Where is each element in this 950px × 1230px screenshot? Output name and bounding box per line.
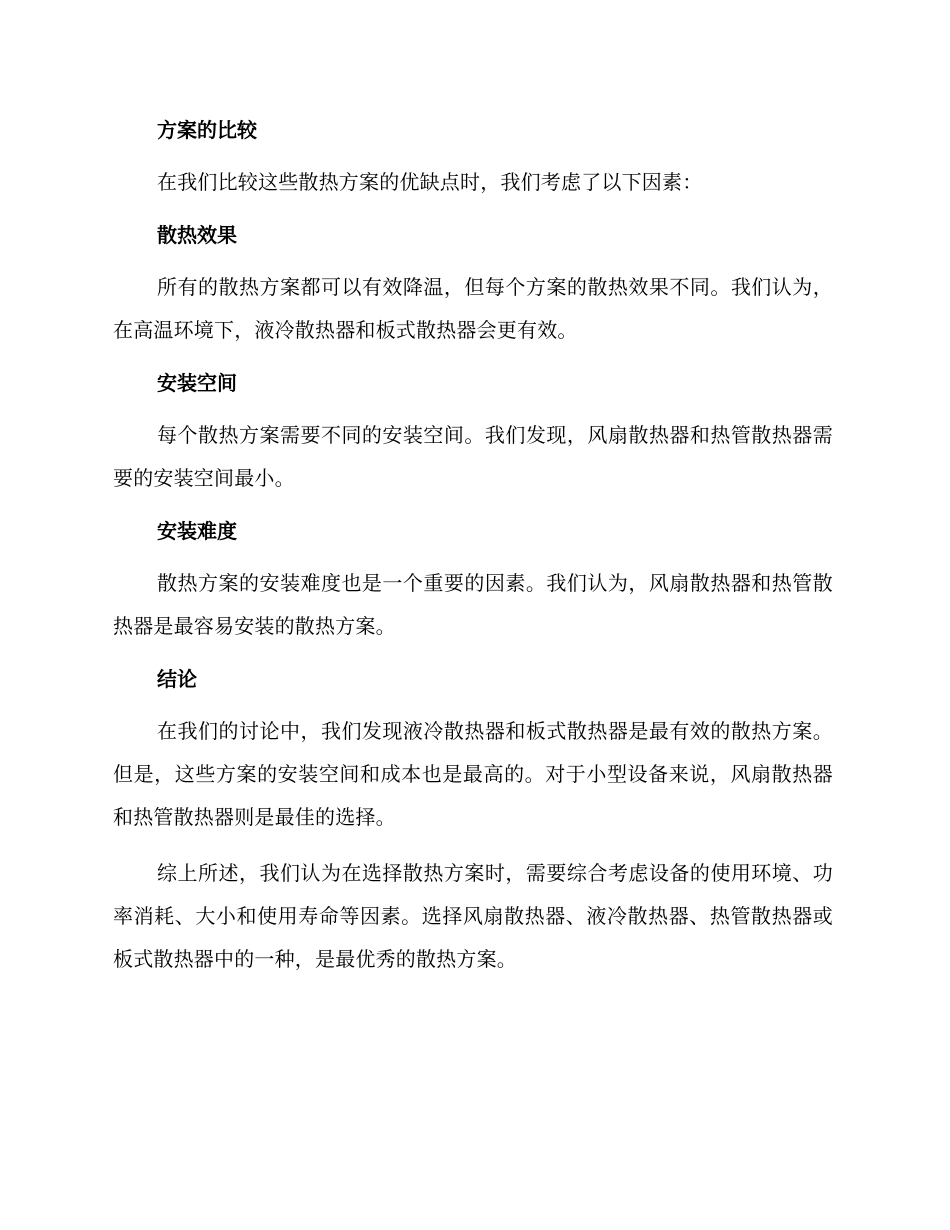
paragraph-intro: 在我们比较这些散热方案的优缺点时，我们考虑了以下因素：: [157, 170, 703, 194]
heading-conclusion: 结论: [157, 667, 197, 691]
paragraph-cooling-effect: 所有的散热方案都可以有效降温，但每个方案的散热效果不同。我们认为，在高温环境下，液冷散热器和板式散热器会更有效。: [113, 275, 833, 342]
paragraph-install-space: 每个散热方案需要不同的安装空间。我们发现，风扇散热器和热管散热器需要的安装空间最小。: [113, 423, 833, 490]
heading-install-difficulty: 安装难度: [157, 519, 237, 543]
paragraph-conclusion-2: 综上所述，我们认为在选择散热方案时，需要综合考虑设备的使用环境、功率消耗、大小和使用寿命等因素。选择风扇散热器、液冷散热器、热管散热器或板式散热器中的一种，是最优秀的散热方案。: [113, 861, 833, 971]
document-page: [113, 112, 833, 994]
heading-comparison: 方案的比较: [157, 118, 257, 142]
paragraph-conclusion-1: 在我们的讨论中，我们发现液冷散热器和板式散热器是最有效的散热方案。但是，这些方案的安装空间和成本也是最高的。对于小型设备来说，风扇散热器和热管散热器则是最佳的选择。: [113, 719, 833, 829]
heading-install-space: 安装空间: [157, 371, 237, 395]
heading-cooling-effect: 散热效果: [157, 223, 237, 247]
paragraph-install-difficulty: 散热方案的安装难度也是一个重要的因素。我们认为，风扇散热器和热管散热器是最容易安装的散热方案。: [113, 571, 833, 638]
